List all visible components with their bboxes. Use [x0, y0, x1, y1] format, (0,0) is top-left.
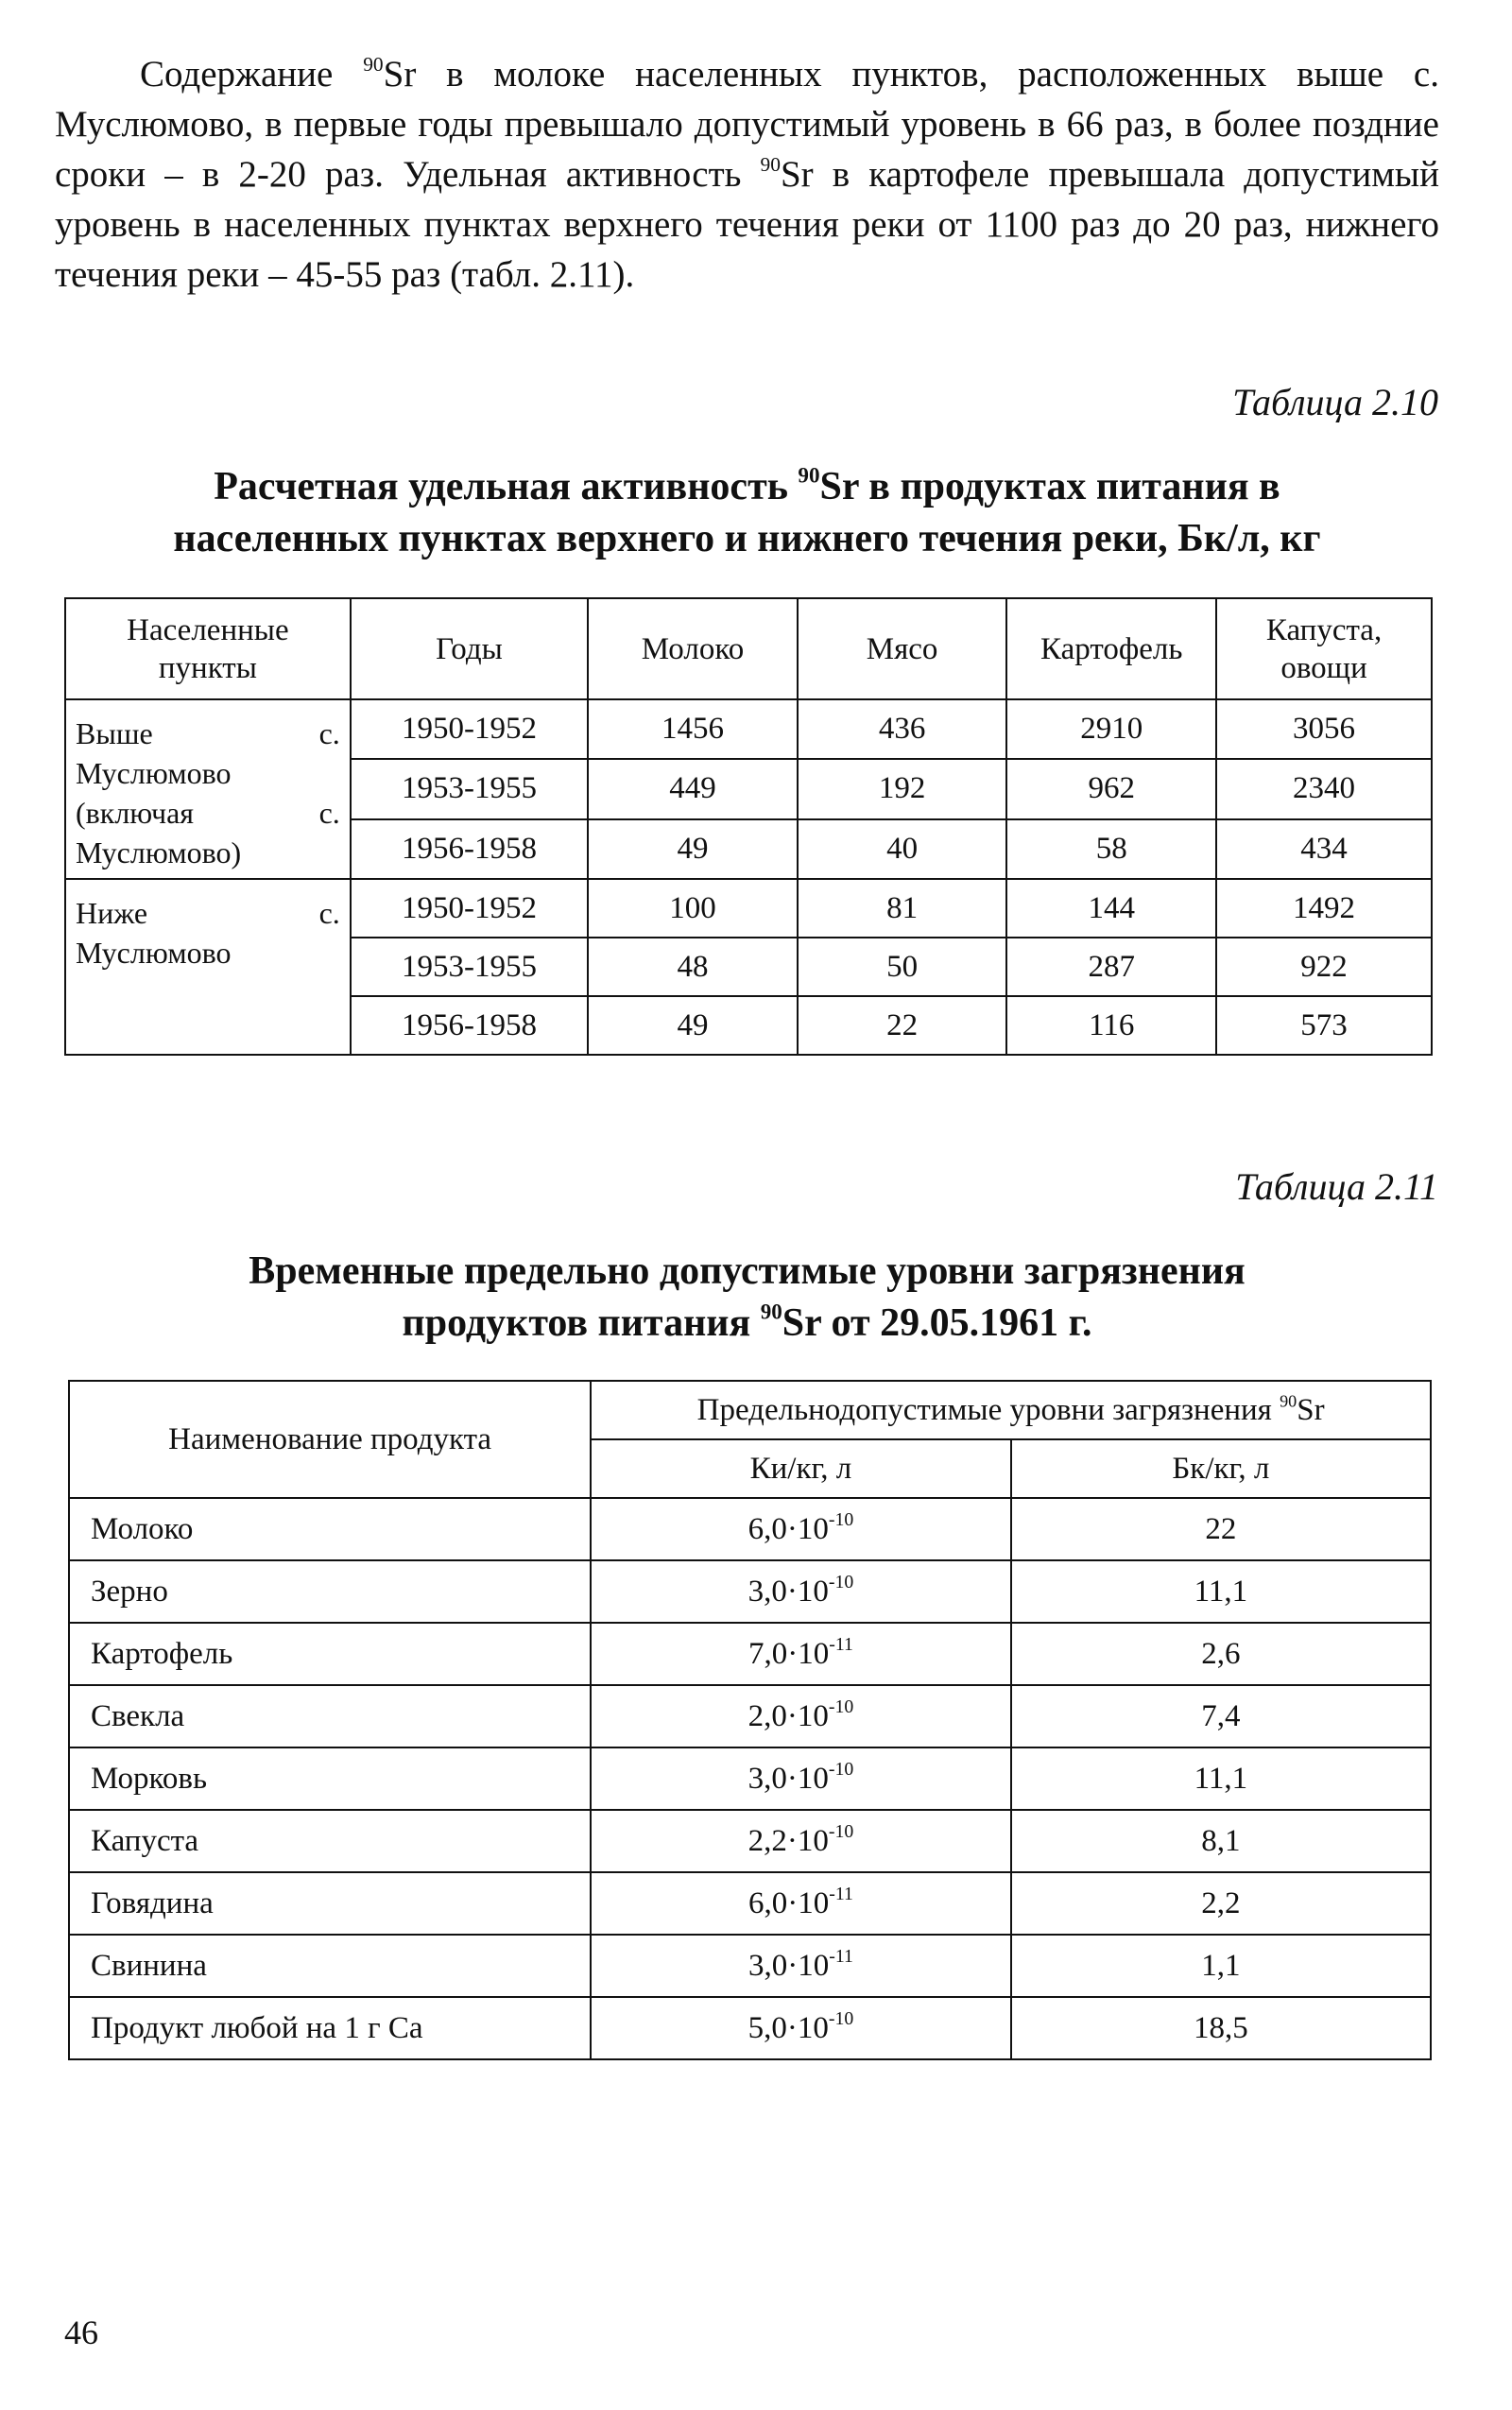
place-upstream: Выше с. Муслюмово (включая с. Муслюмово): [65, 699, 351, 879]
cell-product-name: Свинина: [69, 1935, 591, 1997]
table-row: [69, 1623, 1431, 1685]
cell-cabbage: 434: [1216, 819, 1432, 879]
intro-paragraph: [55, 49, 1439, 300]
cell-ci-value: $3,0\cdot 10^{-10}$: [591, 1560, 1010, 1623]
table-row: [69, 1810, 1431, 1872]
cell-bq-value: 1,1: [1011, 1935, 1431, 1997]
cell-product-name: Говядина: [69, 1872, 591, 1935]
cell-ci-value: $3,0\cdot 10^{-10}$: [591, 1747, 1010, 1810]
cell-bq-value: 11,1: [1011, 1747, 1431, 1810]
header-product-name: Наименование продукта: [69, 1381, 591, 1498]
cell-bq-value: 2,2: [1011, 1872, 1431, 1935]
cell-bq-value: 18,5: [1011, 1997, 1431, 2059]
cell-cabbage: 3056: [1216, 699, 1432, 759]
cell-milk: 49: [588, 819, 798, 879]
table-2-11-title: [55, 1246, 1439, 1350]
header-permissible-levels: Предельнодопустимые уровни загрязнения $^{90}$Sr: [591, 1381, 1431, 1439]
isotope-superscript: 90: [363, 52, 384, 76]
table-2-11-body: [69, 1498, 1431, 2059]
table-2-11-caption: Таблица 2.11: [1235, 1165, 1438, 1208]
cell-potato: 287: [1006, 938, 1216, 996]
header-ci-units: Ки/кг, л: [591, 1439, 1010, 1498]
cell-potato: 144: [1006, 879, 1216, 938]
table-row: [69, 1685, 1431, 1747]
cell-ci-value: $6,0\cdot 10^{-10}$: [591, 1498, 1010, 1560]
cell-meat: 50: [798, 938, 1007, 996]
page-number: 46: [64, 2314, 98, 2351]
cell-ci-value: $6,0\cdot 10^{-11}$: [591, 1872, 1010, 1935]
paragraph-text-3: Sr в картофеле превышала допустимый уровень в населенных пунктах верхнего течения реки от 1100 раз до 20 раз, нижнего течения реки – 45-55 раз (табл. 2.11).: [55, 154, 1440, 295]
paragraph-text-1: Содержание: [140, 54, 364, 95]
cell-cabbage: 1492: [1216, 879, 1432, 938]
cell-cabbage: 922: [1216, 938, 1432, 996]
cell-years: 1950-1952: [351, 879, 588, 938]
cell-product-name: Картофель: [69, 1623, 591, 1685]
cell-bq-value: 7,4: [1011, 1685, 1431, 1747]
table-2-11-title-line-1: Временные предельно допустимые уровни загрязнения: [249, 1249, 1246, 1293]
table-2-10-title: [55, 461, 1439, 565]
cell-meat: 22: [798, 996, 1007, 1055]
cell-meat: 40: [798, 819, 1007, 879]
cell-potato: 962: [1006, 759, 1216, 818]
cell-milk: 1456: [588, 699, 798, 759]
cell-product-name: Зерно: [69, 1560, 591, 1623]
cell-milk: 100: [588, 879, 798, 938]
cell-years: 1956-1958: [351, 819, 588, 879]
header-meat: Мясо: [798, 598, 1007, 699]
cell-product-name: Морковь: [69, 1747, 591, 1810]
cell-bq-value: 8,1: [1011, 1810, 1431, 1872]
table-row: [69, 1935, 1431, 1997]
cell-cabbage: 573: [1216, 996, 1432, 1055]
cell-meat: 81: [798, 879, 1007, 938]
cell-product-name: Капуста: [69, 1810, 591, 1872]
cell-product-name: Молоко: [69, 1498, 591, 1560]
header-places: Населенные пункты: [65, 598, 351, 699]
table-row: [69, 1498, 1431, 1560]
cell-meat: 436: [798, 699, 1007, 759]
cell-ci-value: $5,0\cdot 10^{-10}$: [591, 1997, 1010, 2059]
cell-years: 1956-1958: [351, 996, 588, 1055]
cell-ci-value: $2,0\cdot 10^{-10}$: [591, 1685, 1010, 1747]
cell-years: 1953-1955: [351, 938, 588, 996]
table-row: [65, 699, 1432, 759]
table-2-10-caption: Таблица 2.10: [1232, 381, 1438, 423]
table-2-11-title-line-2: продуктов питания $^{90}$Sr от 29.05.1961 г.: [402, 1299, 1092, 1345]
header-bq-units: Бк/кг, л: [1011, 1439, 1431, 1498]
cell-cabbage: 2340: [1216, 759, 1432, 818]
cell-ci-value: $3,0\cdot 10^{-11}$: [591, 1935, 1010, 1997]
table-2-10-header-row: [65, 598, 1432, 699]
table-2-11: [68, 1380, 1432, 2060]
table-2-10: [64, 597, 1433, 1056]
table-row: [65, 879, 1432, 938]
cell-milk: 48: [588, 938, 798, 996]
cell-product-name: Продукт любой на 1 г Ca: [69, 1997, 591, 2059]
cell-bq-value: 22: [1011, 1498, 1431, 1560]
cell-ci-value: $2,2\cdot 10^{-10}$: [591, 1810, 1010, 1872]
place-downstream: Ниже с. Муслюмово: [65, 879, 351, 1055]
cell-product-name: Свекла: [69, 1685, 591, 1747]
table-2-10-title-line-2: населенных пунктах верхнего и нижнего течения реки, Бк/л, кг: [173, 517, 1321, 560]
cell-milk: 49: [588, 996, 798, 1055]
table-row: [69, 1872, 1431, 1935]
cell-years: 1953-1955: [351, 759, 588, 818]
cell-bq-value: 2,6: [1011, 1623, 1431, 1685]
table-2-11-header-row-1: [69, 1381, 1431, 1439]
cell-potato: 58: [1006, 819, 1216, 879]
header-milk: Молоко: [588, 598, 798, 699]
header-potato: Картофель: [1006, 598, 1216, 699]
table-row: [69, 1747, 1431, 1810]
cell-ci-value: $7,0\cdot 10^{-11}$: [591, 1623, 1010, 1685]
header-cabbage-vegetables: Капуста, овощи: [1216, 598, 1432, 699]
cell-bq-value: 11,1: [1011, 1560, 1431, 1623]
cell-milk: 449: [588, 759, 798, 818]
cell-years: 1950-1952: [351, 699, 588, 759]
cell-potato: 2910: [1006, 699, 1216, 759]
isotope-superscript: 90: [760, 152, 781, 176]
cell-potato: 116: [1006, 996, 1216, 1055]
table-row: [69, 1997, 1431, 2059]
header-years: Годы: [351, 598, 588, 699]
paragraph-text-2: Sr в молоке населенных пунктов, расположенных выше с. Муслюмово, в первые годы превышало допустимый уровень в 66 раз, в более поздние сроки – в 2-20 раз. Удельная активность: [55, 54, 1439, 195]
table-2-10-title-line-1: Расчетная удельная активность $^{90}$Sr в продуктах питания в: [214, 462, 1280, 508]
cell-meat: 192: [798, 759, 1007, 818]
table-row: [69, 1560, 1431, 1623]
